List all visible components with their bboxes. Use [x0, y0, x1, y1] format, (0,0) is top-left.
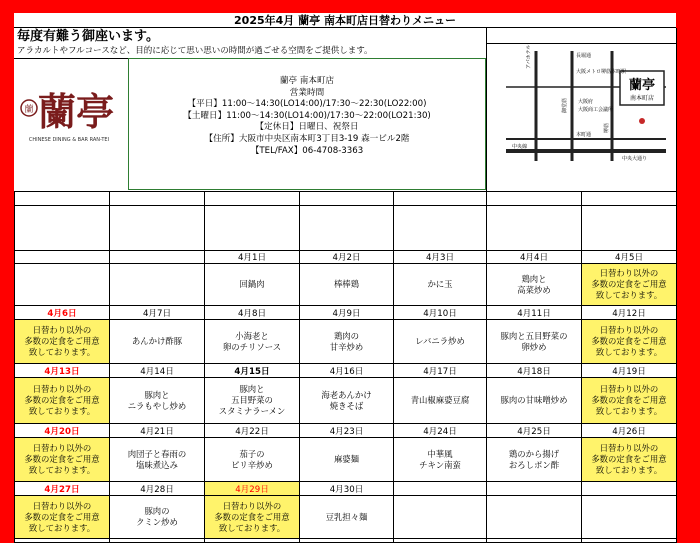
page-title: 2025年4月 蘭亭 南本町店日替わりメニュー — [14, 13, 676, 28]
grid-line — [14, 205, 676, 206]
date-cell: 4月2日 — [332, 253, 361, 263]
logo-seal: 蘭 — [24, 105, 34, 115]
date-cell: 4月29日 — [205, 482, 299, 495]
intro-text: アラカルトやフルコースなど、目的に応じて思い思いの時間が過ごせる空間をご提供します。 — [17, 46, 373, 56]
map-label: アパホテル — [526, 44, 532, 69]
menu-cell: 海老あんかけ 焼きそば — [321, 389, 372, 411]
date-cell: 4月11日 — [517, 308, 551, 319]
menu-cell: 豚肉と五目野菜の 卵炒め — [500, 330, 568, 352]
date-cell: 4月6日 — [47, 308, 77, 319]
menu-cell: 肉団子と春雨の 塩味煮込み — [127, 448, 187, 470]
access-map — [502, 43, 670, 173]
menu-cell: あんかけ酢豚 — [131, 336, 183, 346]
date-cell: 4月26日 — [612, 426, 646, 437]
menu-cell: 豚肉の クミン炒め — [136, 506, 178, 527]
menu-cell — [487, 496, 581, 538]
grid-line — [486, 28, 487, 191]
menu-cell: 鶏肉と 高菜炒め — [517, 273, 551, 295]
store-address: 【住所】大阪市中央区南本町3丁目3-19 森一ビル2階 — [204, 133, 410, 144]
menu-cell: 豆乳担々麺 — [325, 511, 368, 522]
menu-cell: 青山椒麻婆豆腐 — [410, 395, 470, 405]
date-cell: 4月16日 — [329, 366, 364, 377]
date-cell — [487, 482, 581, 495]
menu-cell: 豚肉と ニラもやし炒め — [127, 389, 187, 411]
date-cell: 4月5日 — [614, 253, 644, 263]
menu-cell: 日替わり以外の 多数の定食をご用意 致しております。 — [15, 438, 109, 481]
date-cell: 4月28日 — [140, 484, 174, 495]
date-cell: 4月13日 — [44, 366, 80, 377]
map-shop-name: 蘭亭 — [628, 78, 656, 93]
menu-cell: 日替わり以外の 多数の定食をご用意 致しております。 — [15, 496, 109, 538]
date-cell: 4月24日 — [423, 426, 457, 437]
menu-cell: 鶏肉の 甘辛炒め — [329, 330, 364, 352]
menu-cell: 日替わり以外の 多数の定食をご用意 致しております。 — [582, 378, 676, 423]
date-cell: 4月27日 — [44, 484, 80, 495]
menu-cell: 麻婆麺 — [333, 454, 360, 464]
logo-brand: 蘭亭 — [37, 89, 115, 134]
date-cell: 4月1日 — [237, 253, 267, 263]
store-name: 蘭亭 南本町店 — [279, 76, 335, 86]
map-label: 大阪メトロ堺筋本町駅 — [576, 69, 627, 75]
date-cell — [15, 251, 109, 263]
grid-line — [14, 191, 676, 192]
map-label: 本町通 — [576, 132, 592, 138]
date-cell: 4月9日 — [332, 308, 361, 319]
date-cell: 4月12日 — [612, 308, 646, 319]
grid-line — [676, 28, 677, 543]
menu-cell: 日替わり以外の 多数の定食をご用意 致しております。 — [15, 378, 109, 423]
grid-line — [14, 538, 676, 539]
date-cell: 4月21日 — [140, 426, 174, 437]
menu-cell: 中華風 チキン南蛮 — [419, 448, 461, 470]
menu-cell: 鶏のから揚げ おろしポン酢 — [508, 448, 560, 470]
menu-cell: 日替わり以外の 多数の定食をご用意 致しております。 — [582, 438, 676, 481]
menu-cell — [15, 264, 109, 305]
menu-cell — [582, 496, 676, 538]
menu-cell: 日替わり以外の 多数の定食をご用意 致しております。 — [582, 320, 676, 363]
date-cell: 4月30日 — [329, 484, 364, 495]
map-label: 中央線 — [512, 144, 528, 150]
menu-cell: 茄子の ピリ辛炒め — [231, 448, 273, 470]
hours-weekday: 【平日】11:00～14:30(LO14:00)/17:30～22:30(LO22:00) — [187, 99, 427, 110]
map-label: 御堂筋 — [562, 97, 568, 113]
date-cell: 4月7日 — [142, 308, 172, 319]
hours-heading: 営業時間 — [289, 87, 325, 98]
date-cell: 4月25日 — [517, 426, 551, 437]
menu-cell: 日替わり以外の 多数の定食をご用意 致しております。 — [582, 264, 676, 305]
menu-sheet — [14, 13, 676, 543]
date-cell: 4月8日 — [237, 308, 267, 319]
menu-cell: 棒棒鶏 — [333, 279, 360, 289]
menu-cell — [394, 496, 486, 538]
menu-cell: 豚肉と 五目野菜の スタミナラーメン — [218, 384, 286, 416]
date-cell: 4月17日 — [423, 366, 457, 377]
map-label: 長堀通 — [576, 53, 592, 59]
closed-days: 【定休日】日曜日、祝祭日 — [255, 122, 359, 133]
store-info — [128, 58, 486, 190]
grid-line — [14, 58, 128, 59]
menu-cell: 回鍋肉 — [239, 279, 265, 289]
date-cell — [582, 482, 676, 495]
map-label: 堺筋 — [604, 122, 610, 133]
date-cell: 4月18日 — [517, 366, 551, 377]
date-cell: 4月22日 — [235, 426, 269, 437]
logo-subtitle: CHINESE DINING & BAR RAN-TEI — [28, 137, 110, 143]
menu-cell: レバニラ炒め — [415, 336, 465, 346]
hours-saturday: 【土曜日】11:00～14:30(LO14:00)/17:30～22:00(LO21:30) — [183, 110, 431, 121]
menu-cell: 豚肉の甘味噌炒め — [500, 395, 568, 405]
map-label: 大阪府 — [578, 99, 594, 105]
map-label: 大阪商工会議所 — [578, 107, 614, 113]
ran-tei-logo — [20, 83, 118, 147]
menu-cell: 日替わり以外の 多数の定食をご用意 致しております。 — [205, 496, 299, 538]
menu-cell — [110, 264, 204, 305]
date-cell: 4月19日 — [612, 366, 646, 377]
date-cell: 4月3日 — [425, 253, 455, 263]
date-cell: 4月15日 — [234, 366, 270, 377]
date-cell: 4月14日 — [140, 366, 174, 377]
menu-cell: 日替わり以外の 多数の定食をご用意 致しております。 — [15, 320, 109, 363]
date-cell — [110, 251, 204, 263]
greeting: 毎度有難う御座います。 — [17, 29, 159, 44]
date-cell: 4月4日 — [519, 253, 549, 263]
grid-line — [486, 43, 676, 44]
date-cell: 4月20日 — [44, 426, 80, 437]
map-shop-sub: 南本町店 — [629, 95, 655, 102]
store-tel: 【TEL/FAX】06-4708-3363 — [250, 145, 364, 156]
menu-cell: かに玉 — [427, 279, 453, 289]
date-cell: 4月23日 — [329, 426, 364, 437]
date-cell: 4月10日 — [423, 308, 457, 319]
map-label: 中央大通り — [622, 156, 648, 162]
date-cell — [394, 482, 486, 495]
menu-cell: 小海老と 卵のチリソース — [222, 330, 282, 352]
